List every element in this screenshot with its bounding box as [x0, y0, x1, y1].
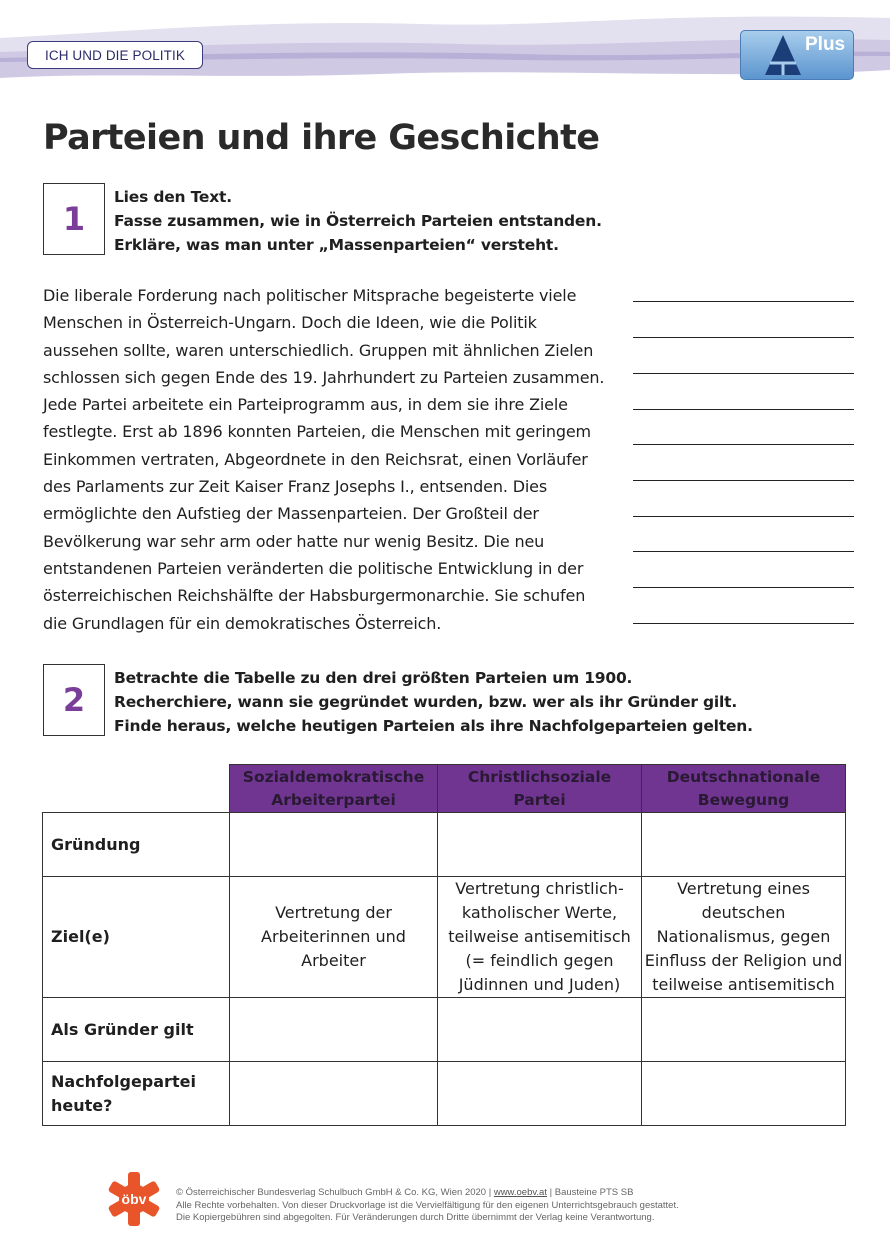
answer-line[interactable]: [633, 337, 854, 338]
table-cell: Vertretung christlich- katholischer Werte, teilweise antisemitisch (= feindlich gegen Jüdinnen und Juden): [438, 877, 642, 998]
task-number-box: 1: [43, 183, 105, 255]
answer-cell[interactable]: [438, 1062, 642, 1126]
answer-cell[interactable]: [642, 813, 846, 877]
table-row: [43, 1062, 846, 1126]
answer-cell[interactable]: [642, 1062, 846, 1126]
table-row: [43, 877, 846, 998]
row-header: Nachfolgepartei heute?: [43, 1062, 230, 1126]
text-line: des Parlaments zur Zeit Kaiser Franz Josephs I., entsenden. Dies: [43, 477, 548, 497]
text-line: Die liberale Forderung nach politischer Mitsprache begeisterte viele: [43, 286, 577, 305]
answer-line[interactable]: [633, 480, 854, 481]
column-header: Sozialdemokratische Arbeiterpartei: [230, 765, 438, 813]
answer-line[interactable]: [633, 551, 854, 552]
text-line: aussehen sollte, waren unterschiedlich. Gruppen mit ähnlichen Zielen: [43, 340, 594, 360]
page-title: Parteien und ihre Geschichte: [43, 118, 600, 158]
column-header: Deutschnationale Bewegung: [642, 765, 846, 813]
task1-line: Lies den Text.: [114, 188, 232, 206]
row-header: Gründung: [43, 813, 230, 877]
text-line: festlegte. Erst ab 1896 konnten Parteien, die Menschen mit geringem: [43, 422, 591, 442]
column-header: Christlichsoziale Partei: [438, 765, 642, 813]
answer-cell[interactable]: [230, 1062, 438, 1126]
table-corner: [43, 765, 230, 813]
answer-cell[interactable]: [230, 998, 438, 1062]
row-header: Als Gründer gilt: [43, 998, 230, 1062]
oebv-logo: [106, 1170, 162, 1228]
answer-cell[interactable]: [438, 998, 642, 1062]
table-row: [43, 998, 846, 1062]
publisher-link[interactable]: www.oebv.at: [493, 1187, 547, 1198]
text-line: Bevölkerung war sehr arm oder hatte nur wenig Besitz. Die neu: [43, 531, 545, 551]
copyright-notice: © Österreichischer Bundesverlag Schulbuch GmbH & Co. KG, Wien 2020 | www.oebv.at | Bausteine PTS SB Alle Rechte vorbehalten. Von dieser Druckvorlage ist die Vervielfältigung für den eigenen Unterrichtsgebrauch gestattet. Die Kopiergebühren sind abgegolten. Für Veränderungen durch Dritte übernimmt der Verlag keine Verantwortung.: [176, 1187, 679, 1223]
answer-line[interactable]: [633, 301, 854, 302]
text-line: österreichischen Reichshälfte der Habsburgermonarchie. Sie schufen: [43, 586, 586, 606]
task2-instructions: [114, 666, 753, 738]
text-line: ermöglichte den Aufstieg der Massenparteien. Der Großteil der: [43, 504, 539, 524]
triangle-icon: [763, 33, 803, 77]
text-line: Jede Partei arbeitete ein Parteiprogramm aus, in dem sie ihre Ziele: [43, 395, 568, 415]
answer-line[interactable]: [633, 409, 854, 410]
answer-line[interactable]: [633, 623, 854, 624]
answer-cell[interactable]: [642, 998, 846, 1062]
reading-text: [43, 282, 613, 637]
text-line: schlossen sich gegen Ende des 19. Jahrhundert zu Parteien zusammen.: [43, 367, 605, 387]
logo-text: öbv: [121, 1191, 147, 1207]
table-row: [43, 813, 846, 877]
text-line: entstandenen Parteien veränderten die politische Entwicklung in der: [43, 558, 584, 578]
task-number-box: 2: [43, 664, 105, 736]
task1-line: Erkläre, was man unter „Massenparteien“ versteht.: [114, 236, 559, 254]
task1-line: Fasse zusammen, wie in Österreich Parteien entstanden.: [114, 212, 602, 230]
text-line: Einkommen vertraten, Abgeordnete in den Reichsrat, einen Vorläufer: [43, 449, 588, 469]
category-tag: ICH UND DIE POLITIK: [27, 41, 203, 69]
task2-line: Betrachte die Tabelle zu den drei größten Parteien um 1900.: [114, 669, 633, 687]
answer-line[interactable]: [633, 587, 854, 588]
answer-line[interactable]: [633, 444, 854, 445]
answer-cell[interactable]: [438, 813, 642, 877]
task1-instructions: [114, 185, 602, 257]
row-header: Ziel(e): [43, 877, 230, 998]
table-cell: Vertretung der Arbeiterinnen und Arbeiter: [230, 877, 438, 998]
table-cell: Vertretung eines deutschen Nationalismus, gegen Einfluss der Religion und teilweise antisemitisch: [642, 877, 846, 998]
answer-line[interactable]: [633, 516, 854, 517]
answer-line[interactable]: [633, 373, 854, 374]
answer-cell[interactable]: [230, 813, 438, 877]
plus-logo: [740, 30, 854, 80]
plus-label: Plus: [805, 34, 846, 55]
text-line: die Grundlagen für ein demokratisches Österreich.: [43, 613, 442, 633]
text-line: Menschen in Österreich-Ungarn. Doch die Ideen, wie die Politik: [43, 313, 537, 333]
task2-line: Finde heraus, welche heutigen Parteien als ihre Nachfolgeparteien gelten.: [114, 717, 753, 735]
parties-table: [42, 764, 846, 1126]
task2-line: Recherchiere, wann sie gegründet wurden, bzw. wer als ihr Gründer gilt.: [114, 693, 738, 711]
